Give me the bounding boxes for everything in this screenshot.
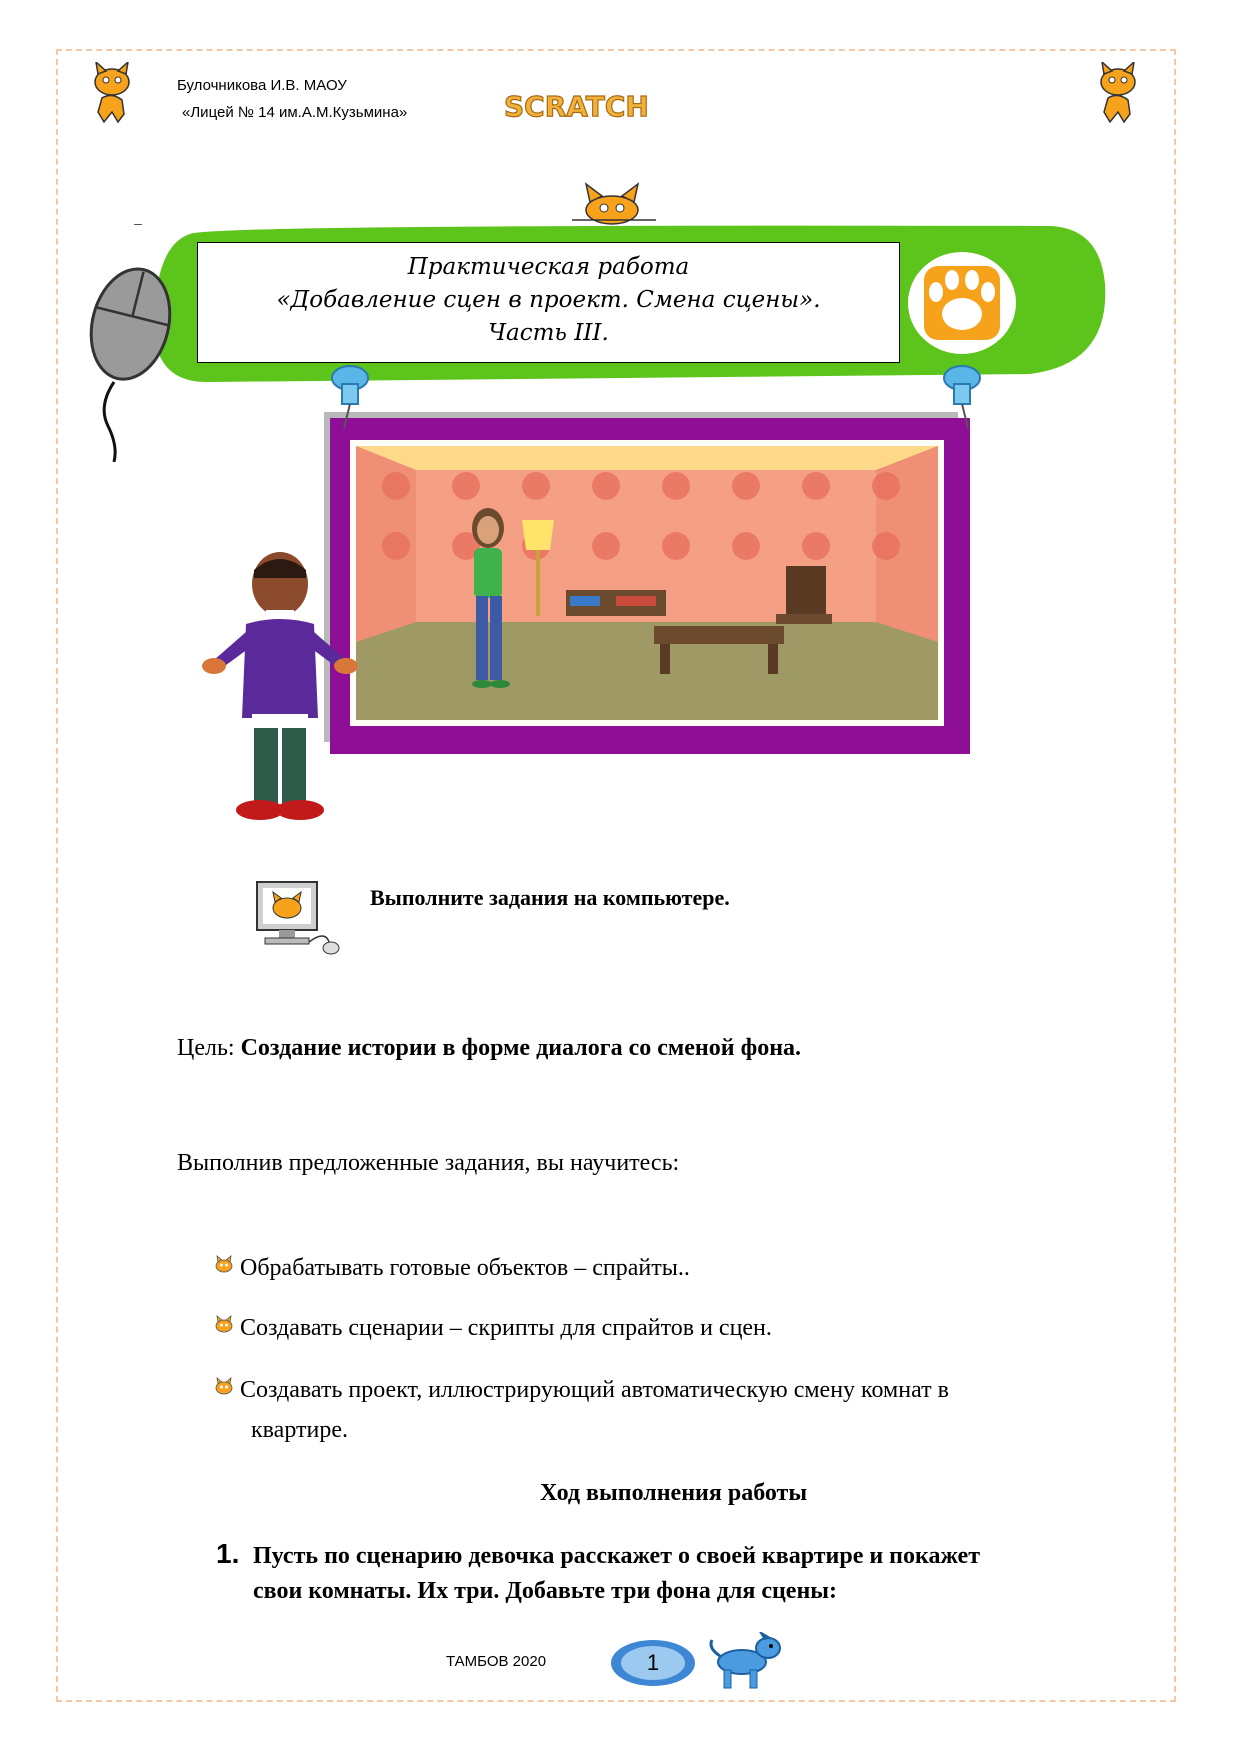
bullet-text: Создавать проект, иллюстрирующий автоматическую смену комнат в [240,1377,949,1403]
intro-text: Выполнив предложенные задания, вы научитесь: [177,1150,680,1176]
room-scene-image [356,446,938,720]
bullet-text: Создавать сценарии – скрипты для спрайтов и сцен. [240,1315,772,1341]
title-box [197,242,900,363]
goal-text: Создание истории в форме диалога со сменой фона. [240,1035,802,1061]
title-line3: Часть III. [488,320,609,346]
goal-line [177,1035,801,1062]
header-author-line2: «Лицей № 14 им.А.М.Кузьмина» [182,104,408,121]
scratch-cat-icon-right [1090,62,1146,124]
scratch-logo-text: SCRATCH [504,90,649,123]
page-number: 1 [646,1650,660,1675]
bullet-item [214,1310,772,1346]
header-author-line1: Булочникова И.В. МАОУ [177,77,347,94]
title-line1: Практическая работа [407,254,690,280]
step-line2: свои комнаты. Их три. Добавьте три фона для сцены: [253,1578,838,1604]
section-heading: Ход выполнения работы [540,1480,808,1506]
bullet-item [214,1372,949,1408]
scratch-logo [502,86,678,124]
paw-icon [906,250,1018,356]
bullet-text: Обрабатывать готовые объектов – спрайты.. [240,1255,690,1281]
cat-bullet-icon [214,1377,234,1397]
title-line2: «Добавление сцен в проект. Смена сцены». [276,287,821,313]
cat-bullet-icon [214,1255,234,1275]
footer-city-year: ТАМБОВ 2020 [446,1653,547,1670]
page-number-badge [611,1640,695,1686]
peeking-cat-icon [572,182,656,226]
bullet-text-continuation: квартире. [251,1417,348,1443]
step-line1: Пусть по сценарию девочка расскажет о своей квартире и покажет [253,1543,980,1569]
cartoon-man-illustration [200,548,360,830]
push-pin-icon-left [320,360,376,430]
computer-cat-icon [255,880,343,956]
bullet-item [214,1250,690,1286]
blue-dog-icon [708,1632,784,1690]
cat-bullet-icon [214,1315,234,1335]
goal-label: Цель: [177,1035,241,1061]
step-number: 1. [216,1538,240,1569]
push-pin-icon-right [934,360,990,430]
scratch-cat-icon-left [84,62,140,124]
computer-mouse-icon [78,266,182,462]
task-instruction: Выполните задания на компьютере. [370,885,730,910]
stray-mark [134,224,142,225]
